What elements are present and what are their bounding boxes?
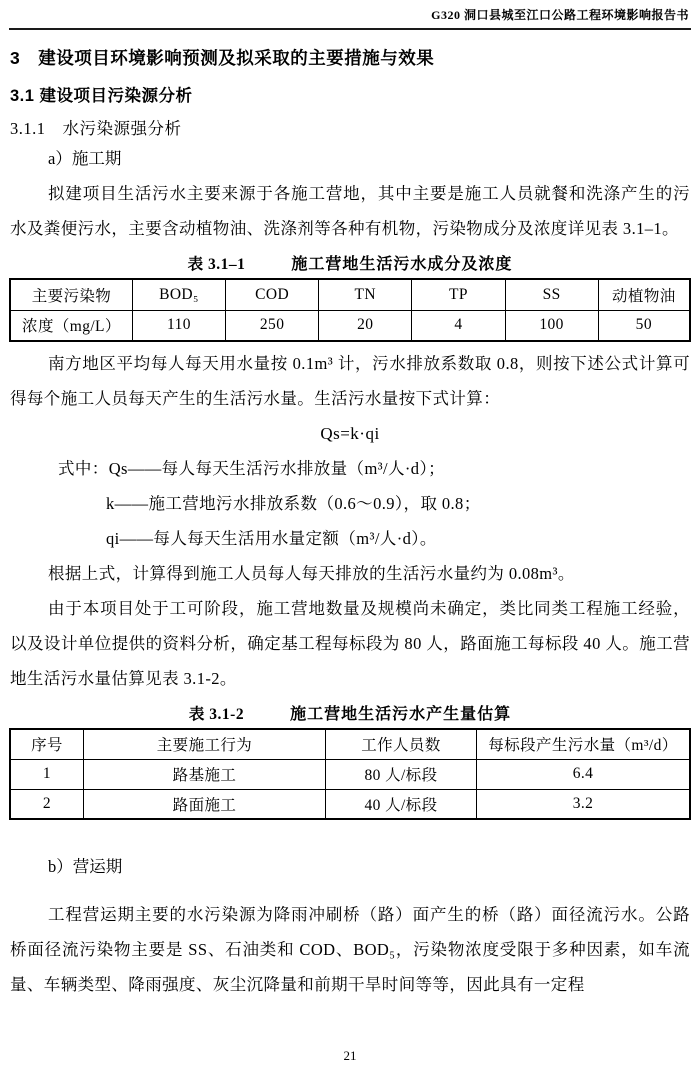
table1-header-cell: 动植物油 [598, 279, 690, 310]
chapter-heading: 3 建设项目环境影响预测及拟采取的主要措施与效果 [10, 48, 435, 68]
formula-where-line [10, 521, 690, 556]
table-row [10, 789, 690, 819]
table2-cell: 3.2 [476, 789, 690, 819]
table1-cell: 20 [319, 310, 412, 341]
table-header-row [10, 279, 690, 310]
where-definition-k: k——施工营地污水排放系数（0.6～0.9），取 0.8； [106, 494, 481, 513]
table1-cell: 4 [412, 310, 505, 341]
formula-where-line [10, 451, 690, 486]
table2-header-cell: 序号 [10, 729, 83, 759]
table2-cell: 6.4 [476, 759, 690, 789]
table2-cell: 2 [10, 789, 83, 819]
paragraph-result: 根据上式，计算得到施工人员每人每天排放的生活污水量约为 0.08m³。 [48, 564, 575, 583]
table1-header-cell: COD [226, 279, 319, 310]
table1-header-cell: TP [412, 279, 505, 310]
where-definition-qi: qi——每人每天生活用水量定额（m³/人·d）。 [106, 529, 437, 548]
running-header [9, 0, 691, 30]
phase-b-label: b）营运期 [48, 857, 123, 876]
section-heading: 3.1 建设项目污染源分析 [10, 87, 193, 105]
table2-caption-number: 表 3.1‐2 [188, 706, 245, 723]
phase-a-label: a）施工期 [48, 149, 122, 168]
page-number: 21 [343, 1048, 357, 1063]
table-row [10, 310, 690, 341]
table2-cell: 1 [10, 759, 83, 789]
table2-caption-title: 施工营地生活污水产生量估算 [290, 706, 512, 723]
where-label: 式中： [58, 459, 109, 478]
table1-cell: 50 [598, 310, 690, 341]
paragraph-estimate: 由于本项目处于工可阶段，施工营地数量及规模尚未确定，类比同类工程施工经验，以及设计单位提供的资料分析，确定基工程每标段为 80 人，路面施工每标段 40 人。施工营地生活污水量估算见表 3.1‐2。 [10, 599, 690, 688]
table2-cell: 路基施工 [83, 759, 325, 789]
table1-cell: 110 [132, 310, 225, 341]
table1-caption-number: 表 3.1–1 [187, 256, 246, 273]
table-row [10, 759, 690, 789]
table2-header-cell: 工作人员数 [326, 729, 477, 759]
table1-caption [0, 251, 700, 274]
sewage-estimate-table [9, 728, 691, 820]
table1-header-cell: TN [319, 279, 412, 310]
sewage-formula: Qs=k·qi [320, 424, 380, 443]
where-definition-qs: Qs——每人每天生活污水排放量（m³/人·d）； [108, 459, 445, 478]
table2-caption [0, 701, 700, 724]
subsection-heading: 3.1.1 水污染源强分析 [10, 119, 182, 138]
paragraph-water-usage: 南方地区平均每人每天用水量按 0.1m³ 计，污水排放系数取 0.8，则按下述公式计算可得每个施工人员每天产生的生活污水量。生活污水量按下式计算： [10, 354, 690, 408]
table1-cell: 浓度（mg/L） [10, 310, 132, 341]
pollutant-concentration-table [9, 278, 691, 342]
table2-header-cell: 主要施工行为 [83, 729, 325, 759]
table2-cell: 40 人/标段 [326, 789, 477, 819]
table2-cell: 路面施工 [83, 789, 325, 819]
report-title: G320 洞口县城至江口公路工程环境影响报告书 [431, 8, 689, 22]
paragraph-construction-intro: 拟建项目生活污水主要来源于各施工营地，其中主要是施工人员就餐和洗涤产生的污水及粪便污水，主要含动植物油、洗涤剂等各种有机物，污染物成分及浓度详见表 3.1–1。 [10, 184, 690, 238]
table1-caption-title: 施工营地生活污水成分及浓度 [291, 256, 513, 273]
table1-header-cell: 主要污染物 [10, 279, 132, 310]
table2-cell: 80 人/标段 [326, 759, 477, 789]
table1-header-cell: BOD₅ [132, 279, 225, 310]
table1-cell: 100 [505, 310, 598, 341]
table1-header-cell: SS [505, 279, 598, 310]
formula-where-line [10, 486, 690, 521]
table-header-row [10, 729, 690, 759]
table1-cell: 250 [226, 310, 319, 341]
table2-header-cell: 每标段产生污水量（m³/d） [476, 729, 690, 759]
paragraph-operation-intro: 工程营运期主要的水污染源为降雨冲刷桥（路）面产生的桥（路）面径流污水。公路桥面径流污染物主要是 SS、石油类和 COD、BOD₅，污染物浓度受限于多种因素，如车流量、车辆类型、降雨强度、灰尘沉降量和前期干旱时间等等，因此具有一定程 [10, 905, 690, 994]
